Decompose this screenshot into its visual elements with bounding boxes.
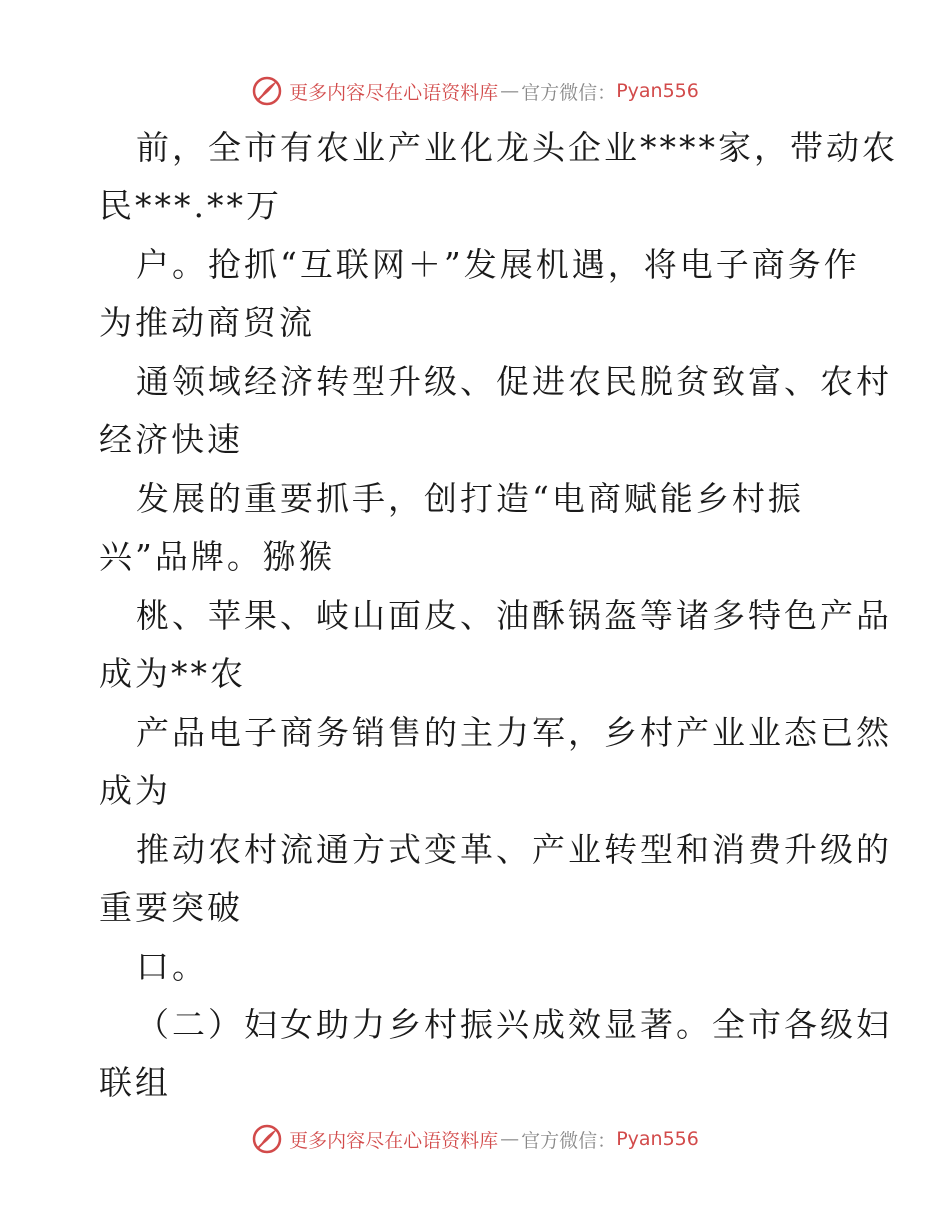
body-line: 推动农村流通方式变革、产业转型和消费升级的 — [136, 830, 892, 869]
footer-banner — [0, 1119, 950, 1159]
body-line: 通领域经济转型升级、促进农民脱贫致富、农村 — [136, 362, 892, 401]
body-line: 成为**农 — [99, 654, 246, 693]
feather-quill-logo-icon — [251, 1123, 283, 1155]
body-line: 民***.**万 — [99, 186, 282, 225]
body-line: 为推动商贸流 — [99, 303, 315, 342]
body-line: 户。抢抓“互联网＋”发展机遇，将电子商务作 — [136, 245, 860, 284]
footer-brand-text: 更多内容尽在心语资料库 — [289, 1129, 499, 1152]
body-line: 重要突破 — [99, 888, 243, 927]
body-line: （二）妇女助力乡村振兴成效显著。全市各级妇 — [136, 1005, 892, 1044]
body-line: 发展的重要抓手，创打造“电商赋能乡村振 — [136, 479, 804, 518]
footer-contact-label: 官方微信： — [521, 1129, 617, 1152]
body-line: 联组 — [99, 1063, 171, 1102]
footer-wechat-id: Pyan556 — [616, 1128, 699, 1150]
header-contact-label: 官方微信： — [521, 81, 617, 104]
body-line: 成为 — [99, 771, 171, 810]
body-line: 前，全市有农业产业化龙头企业****家，带动农 — [136, 128, 898, 167]
header-wechat-id: Pyan556 — [616, 80, 699, 102]
body-line: 产品电子商务销售的主力军，乡村产业业态已然 — [136, 713, 892, 752]
body-line: 桃、苹果、岐山面皮、油酥锅盔等诸多特色产品 — [136, 596, 892, 635]
header-separator: — — [500, 80, 520, 102]
body-line: 经济快速 — [99, 420, 243, 459]
body-line: 兴”品牌。猕猴 — [99, 537, 335, 576]
footer-separator: — — [500, 1128, 520, 1150]
header-brand-text: 更多内容尽在心语资料库 — [289, 81, 499, 104]
body-line: 口。 — [136, 947, 208, 986]
